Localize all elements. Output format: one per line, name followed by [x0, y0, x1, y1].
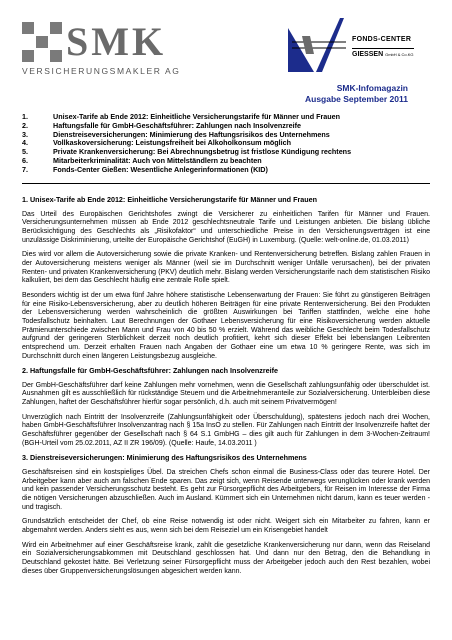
toc-number: 3.: [22, 129, 28, 139]
toc-number: 6.: [22, 155, 28, 165]
toc-number: 2.: [22, 120, 28, 130]
toc-text: Fonds-Center Gießen: Wesentliche Anlegerinformationen (KID): [53, 164, 268, 174]
fonds-center-logo: [288, 18, 438, 72]
section-title: 3. Dienstreiseversicherungen: Minimierung des Haftungsrisikos des Unternehmens: [22, 453, 307, 463]
toc-number: 7.: [22, 164, 28, 174]
divider: [22, 183, 430, 184]
section-title: 2. Haftungsfalle für GmbH-Geschäftsführer: Zahlungen nach Insolvenzreife: [22, 366, 278, 376]
paragraph: Grundsätzlich entscheidet der Chef, ob eine Reise notwendig ist oder nicht. Weigert sich ein Mitarbeiter zu fahren, kann er abgemahnt werden. Anders sieht es aus, wenn sich bei dem Reiseziel um ein Krisengebiet handelt: [22, 518, 430, 534]
table-of-contents: [22, 113, 422, 175]
paragraph: Wird ein Arbeitnehmer auf einer Geschäftsreise krank, zahlt die gesetzliche Krankenversicherung nur dann, wenn das Reiseland ein Sozialversicherungsabkommen mit Deutschland geschlossen hat. Und dann nur den Betrag, den die Behandlung in Deutschland gekostet hätte. Bei Verletzung seiner Fürsorgepflicht muss der Arbeitgeber jedoch auch den Rest bezahlen, wobei dieses über Gruppenversicherungslösungen abgesichert werden kann.: [22, 541, 430, 575]
toc-number: 1.: [22, 112, 28, 121]
toc-item[interactable]: [22, 166, 422, 175]
toc-text: Mitarbeiterkriminalität: Auch von Mittelständlern zu beachten: [53, 155, 262, 165]
article-body: [22, 196, 430, 582]
fonds-center-city-name: GIESSEN: [352, 51, 384, 58]
paragraph: Das Urteil des Europäischen Gerichtshofes zwingt die Versicherer zu einheitlichen Tarifen für Männer und Frauen. Versicherungsunternehmen müssen ab Ende 2012 geschlechtsneutrale Tarife und Leistungen anbieten. Die bislang übliche Berücksichtigung des Geschlechts als „Risikofaktor“ und unterschiedliche Preise in den Versicherungsverträgen ist eine unzulässige Diskriminierung, urteilte der Europäische Gerichtshof (EuGH) in Luxemburg. (Quelle: welt-online.de, 01.03.2011): [22, 210, 430, 244]
section-unisex: [22, 196, 430, 361]
toc-text: Haftungsfalle für GmbH-Geschäftsführer: Zahlungen nach Insolvenzreife: [53, 120, 302, 130]
paragraph: Geschäftsreisen sind ein kostspieliges Übel. Da streichen Chefs schon einmal die Business-Class oder das teurere Hotel. Der Arbeitgeber kann aber auch am falschen Ende sparen. Das zeigt sich, wenn Reisende unterwegs verunglücken oder krank werden und kein passender Versicherungsschutz besteht. Es geht zur Fürsorgepflicht des Arbeitgebers, für Reisen im Interesse der Firma die nötigen Versicherungen abzuschließen. Auch im Ausland. Kümmert sich ein Unternehmen nicht darum, kann es teuer werden - und tragisch.: [22, 469, 430, 511]
paragraph: Besonders wichtig ist der um etwa fünf Jahre höhere statistische Lebenserwartung der Frauen: Sie führt zu günstigeren Beiträgen für eine Risiko-Lebensversicherung, aber zu deutlich höheren Beiträgen für eine private Rentenversicherung. Bei den Produkten der Lebensversicherung werden wahrscheinlich die größten Auswirkungen bei Tariffen stattfinden, welche eine hohe Todesfallschutz beinhalten. Laut Berechnungen der Gothaer Lebensversicherung für eine Risikoversicherung werden aktuelle Prämienunterschiede zwischen Mann und Frau von 40 bis 50 % erzielt. Während das weibliche Geschlecht beim Todesfallschutz aufgrund der geringeren Sterblichkeit derzeit noch deutlich profitiert, kehrt sich dieser Effekt bei lebenslangen Leibrenten entsprechend um. Derzeit erhalten Frauen nach Angaben der Gothaer eine um etwa 10 % geringere Rente, was sich im Durchschnitt durch einen längeren Leistungsbezug ausgleiche.: [22, 291, 430, 360]
fonds-center-city: [352, 48, 414, 58]
smk-logo: [22, 19, 198, 76]
fonds-center-name: FONDS-CENTER: [352, 36, 412, 43]
toc-text: Vollkaskoversicherung: Leistungsfreiheit bei Alkoholkonsum möglich: [53, 138, 292, 148]
magazine-issue: Ausgabe September 2011: [305, 93, 408, 104]
paragraph: Unverzüglich nach Eintritt der Insolvenzreife (Zahlungsunfähigkeit oder Überschuldung), spätestens jedoch nach drei Wochen, haben GmbH-Geschäftsführer Insolvenzantrag nach § 15a InsO zu stellen. Für Zahlungen nach Eintritt der Insolvenzreife haftet der Geschäftsführer gegenüber der Gesellschaft nach § 64 S.1 GmbHG – dies gilt auch für Zahlungen in dem 3-Wochen-Zeitraum! (BGH-Urteil vom 25.02.2011, AZ II ZR 196/09). (Quelle: Haufe, 14.03.2011 ): [22, 413, 430, 447]
toc-number: 4.: [22, 138, 28, 148]
paragraph: Der GmbH-Geschäftsführer darf keine Zahlungen mehr vornehmen, wenn die Gesellschaft zahlungsunfähig oder überschuldet ist. Ausnahmen gilt es ausschließlich für rückständige Steuern und die Arbeitnehmeranteile zur Sozialversicherung. Unterbleiben diese Zahlungen, haftet der Geschäftsführer hierfür sogar persönlich, d.h. auch mit seinem Privatvermögen!: [22, 381, 430, 407]
section-haftungsfalle: [22, 367, 430, 448]
section-title: 1. Unisex-Tarife ab Ende 2012: Einheitliche Versicherungstarife für Männer und Frauen: [22, 195, 318, 204]
magazine-header: [305, 83, 408, 104]
smk-logo-mark: [22, 22, 62, 62]
toc-text: Private Krankenversicherung: Bei Abrechnungsbetrug ist fristlose Kündigung rechtens: [53, 147, 352, 157]
fonds-center-legal: GmbH & Co.KG: [385, 52, 414, 57]
toc-number: 5.: [22, 147, 28, 157]
toc-text: Unisex-Tarife ab Ende 2012: Einheitliche Versicherungstarife für Männer und Frauen: [53, 112, 341, 121]
paragraph: Dies wird vor allem die Autoversicherung sowie die private Kranken- und Rentenversicherung betreffen. Bislang zahlen Frauen in der Autoversicherung meistens weniger als Männer (weil sie im Durchschnitt weniger Unfälle verursachen), bei der privaten Renten- und privaten Krankenversicherung (PKV) deutlich mehr. Bislang werden Versicherungstarife nach dem statistischen Risiko kalkuliert, bei dem das Geschlecht häufig eine zentrale Rolle spielt.: [22, 251, 430, 285]
toc-text: Dienstreiseversicherungen: Minimierung des Haftungsrisikos des Unternehmens: [53, 129, 330, 139]
magazine-title: SMK-Infomagazin: [336, 83, 408, 93]
smk-wordmark: SMK: [66, 19, 167, 64]
fonds-center-mark: [288, 18, 346, 72]
section-dienstreise: [22, 454, 430, 576]
smk-subline: VERSICHERUNGSMAKLER AG: [22, 66, 181, 76]
